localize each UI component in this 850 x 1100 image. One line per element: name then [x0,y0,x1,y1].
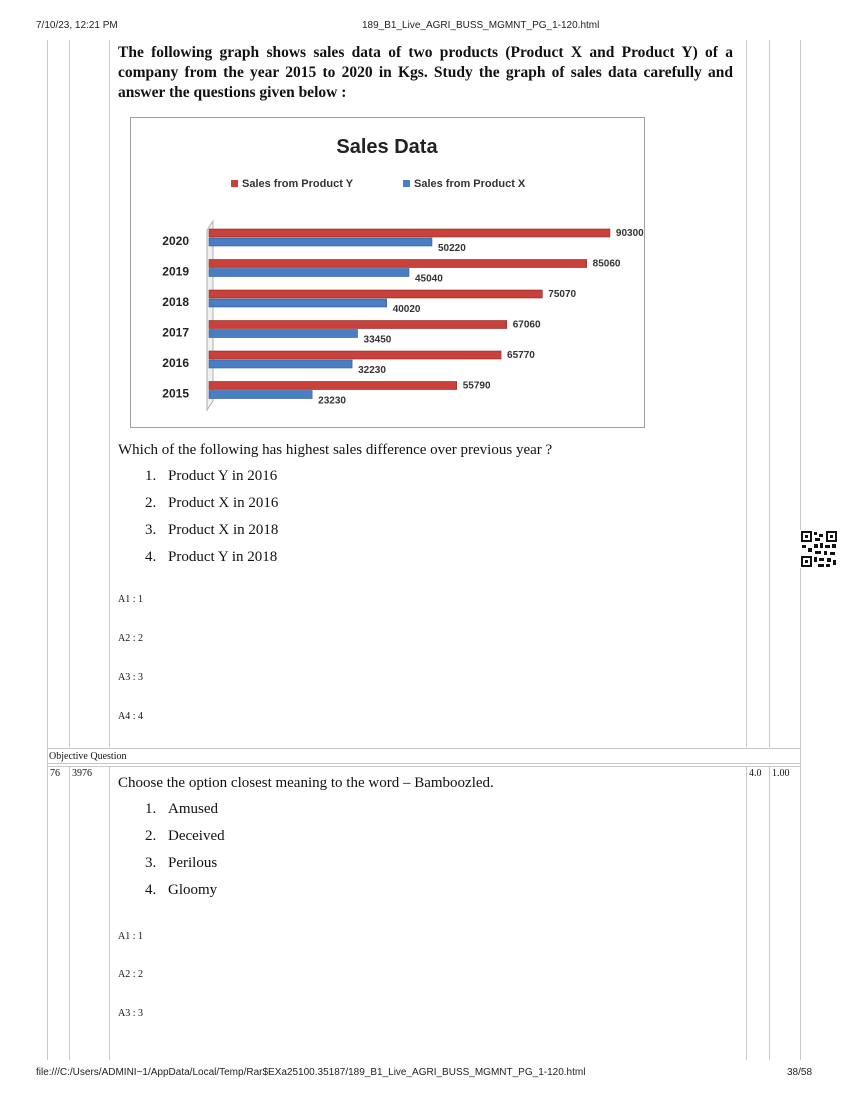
category-label: 2019 [162,264,189,279]
answer-key-3: A3 : 3 [118,1008,143,1019]
legend-label-product-y: Sales from Product Y [242,178,354,190]
table-row-divider [47,763,800,764]
bar-product-y [209,290,542,298]
table-col-divider [69,767,70,1060]
option-text: Amused [168,801,218,817]
option-number: 2. [145,495,157,511]
option-number: 1. [145,468,157,484]
option-4 [145,882,217,899]
table-col-divider [769,40,770,747]
data-label-product-x: 50220 [437,243,466,254]
print-doc-title: 189_B1_Live_AGRI_BUSS_MGMNT_PG_1-120.html [362,20,600,31]
category-label: 2016 [162,356,189,370]
qr-code-icon [800,530,838,568]
answer-key-3: A3 : 3 [118,672,143,683]
data-label-product-x: 23230 [318,395,346,407]
option-3 [145,522,278,539]
option-number: 4. [145,882,157,898]
sales-chart [130,117,645,428]
option-number: 2. [145,828,157,844]
option-2 [145,495,278,512]
data-label-product-y: 67060 [512,319,541,331]
data-label-product-y: 75070 [548,289,577,300]
table-col-divider [109,767,110,1060]
bar-product-y [209,321,507,329]
bar-product-x [209,299,387,307]
data-label-product-y: 65770 [507,350,535,361]
bar-product-x [209,269,409,277]
option-1 [145,468,277,485]
data-label-product-x: 45040 [414,273,443,285]
option-text: Perilous [168,855,218,871]
answer-key-2: A2 : 2 [118,969,143,980]
option-text: Deceived [168,828,225,844]
question-id: 3976 [72,768,92,779]
option-text: Product X in 2018 [168,522,279,538]
data-label-product-x: 33450 [363,334,392,346]
answer-key-1: A1 : 1 [118,931,143,942]
table-col-divider [746,40,747,747]
data-label-product-x: 40020 [392,304,421,315]
question-text: Which of the following has highest sales difference over previous year ? [118,442,553,458]
bar-product-y [209,229,610,237]
option-text: Product X in 2016 [168,495,279,511]
section-label: Objective Question [49,751,127,762]
option-number: 3. [145,855,157,871]
table-col-divider [769,767,770,1060]
question-marks: 4.0 [749,768,762,779]
bar-product-x [209,238,432,246]
print-datetime: 7/10/23, 12:21 PM [36,20,118,31]
answer-key-2: A2 : 2 [118,633,143,644]
table-col-divider [69,40,70,747]
category-label: 2020 [162,234,189,248]
category-label: 2017 [162,325,189,340]
question-intro: The following graph shows sales data of two products (Product X and Product Y) of a company from the year 2015 to 2020 in Kgs. Study the graph of sales data carefully and answer the questions given below : [118,44,733,101]
option-text: Product Y in 2018 [168,549,278,565]
bar-product-y [209,351,501,359]
print-file-path: file:///C:/Users/ADMINI~1/AppData/Local/Temp/Rar$EXa25100.35187/189_B1_Live_AGRI_BUSS_MGMNT_PG_1-120.html [36,1067,586,1078]
option-3 [145,855,217,872]
data-label-product-y: 55790 [462,380,491,392]
table-row-divider [47,766,800,767]
sales-chart-svg [131,118,644,427]
table-row-divider [47,748,800,749]
answer-key-1: A1 : 1 [118,594,143,605]
option-text: Product Y in 2016 [168,468,278,484]
bar-product-x [209,330,358,338]
category-label: 2015 [162,386,189,401]
data-label-product-y: 90300 [615,228,644,239]
option-2 [145,828,225,845]
option-number: 1. [145,801,157,817]
legend-swatch-product-x [403,180,410,187]
bar-product-y [209,382,457,390]
option-4 [145,549,277,566]
negative-marks: 1.00 [772,768,790,779]
bar-product-x [209,360,352,368]
print-page-number: 38/58 [787,1067,813,1078]
legend-swatch-product-y [231,180,238,187]
question-serial: 76 [50,768,60,779]
chart-title: Sales Data [336,136,438,158]
table-col-divider [109,40,110,747]
data-label-product-y: 85060 [592,258,621,270]
category-label: 2018 [162,295,189,309]
bar-product-y [209,260,587,268]
option-text: Gloomy [168,882,218,898]
option-number: 3. [145,522,157,538]
bar-product-x [209,391,312,399]
table-border-left [47,40,48,1060]
table-col-divider [746,767,747,1060]
legend-label-product-x: Sales from Product X [414,178,526,190]
question-text: Choose the option closest meaning to the word – Bamboozled. [118,775,494,791]
answer-key-4: A4 : 4 [118,711,143,722]
option-1 [145,801,218,818]
option-number: 4. [145,549,157,565]
data-label-product-x: 32230 [358,365,386,376]
